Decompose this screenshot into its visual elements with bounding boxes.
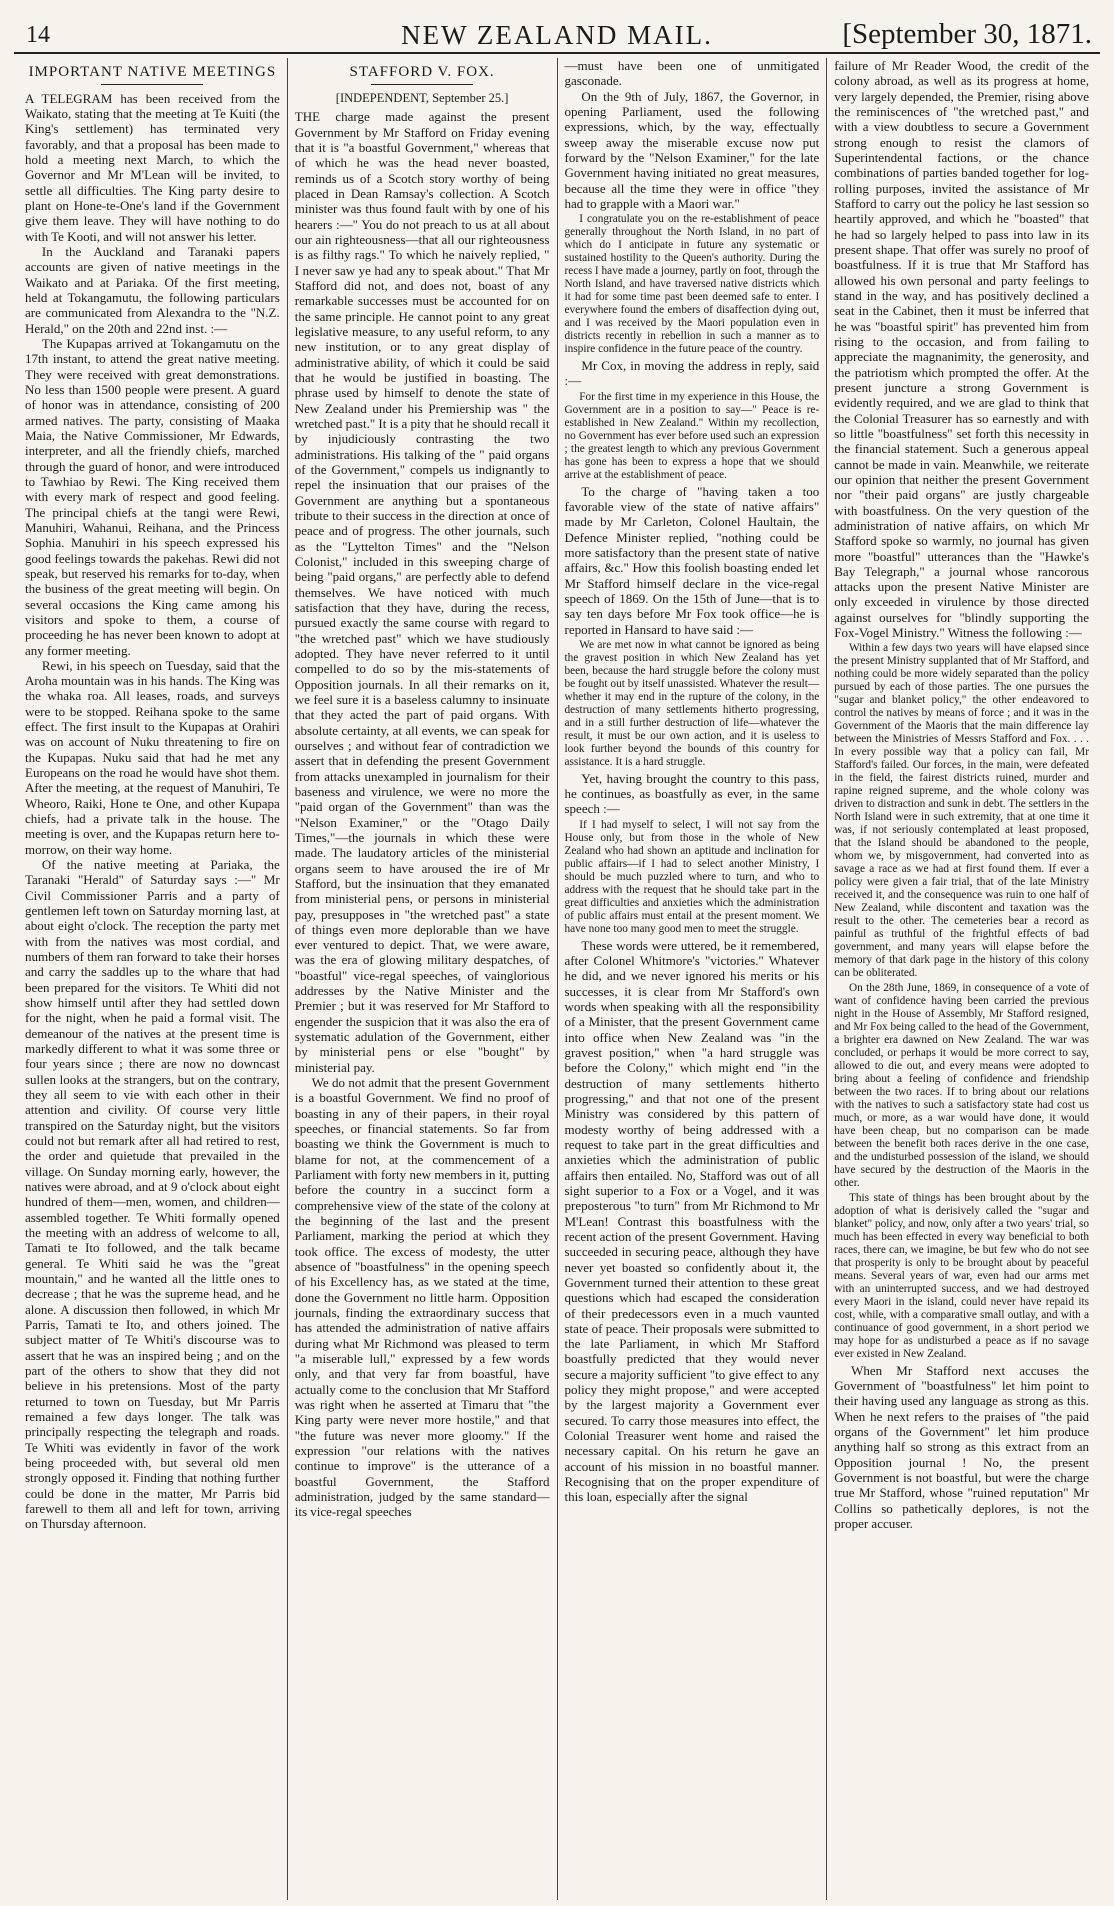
paragraph: These words were uttered, be it remembered, after Colonel Whitmore's "victories." Whatever he did, and we never ignored his merits or his successes, it is clear from Mr Stafford's own words when speaking with all the responsibility of a Minister, that the present Government came into office when New Zealand was "in the gravest position," when "a hard struggle was before the Colony," which might end "in the destruction of many settlements hitherto progressing," and that not one of the present Ministry was considered by this pattern of modesty worthy of being addressed with a request to take part in the great difficulties and anxieties which the administration of public affairs then entailed. No, Stafford was out of all sight superior to a Fox or a Vogel, and it was preposterous "to turn" from Mr Richmond to Mr M'Lean! Contrast this boastfulness with the recent action of the present Government. Having succeeded in securing peace, although they have never yet boasted so confidently about it, the Government turned their attention to these great questions which had escaped the consideration of their predecessors even in a much vaunted state of peace. Their proposals were submitted to the late Parliament, in which Mr Stafford boastfully predicted that they would never secure a majority sufficient "to give effect to any policy they might propose," and were accepted by the largest majority a Government ever secured. To carry those measures into effect, the Colonial Treasurer went home and raised the necessary capital. On his return he gave an account of his mission in no boastful manner. Recognising that on the proper expenditure of this loan, especially after the signal [564, 937, 820, 1505]
article-body [25, 91, 280, 1532]
column-1 [18, 58, 287, 1900]
paragraph: Within a few days two years will have elapsed since the present Ministry supplanted that of Mr Stafford, and nothing could be more widely separated than the policy pursued by each of those parties. The one pursues the "sugar and blanket policy," the other endeavored to control the natives by means of force ; and it was in the Government of the Maoris that the main difference lay between the Ministries of Messrs Stafford and Fox. . . . In every possible way that a policy can fail, Mr Stafford's failed. Our forces, in the main, were defeated in the field, the fairest districts ruined, murder and rapine reigned supreme, and the whole colony was driven to distraction and sunk in debt. The settlers in the North Island were in such extremity, that at one time it was, if not seriously contemplated at least proposed, that the Island should be abandoned to the people, whom we, by misgovernment, had converted into as savage a race as we had at first found them. If ever a policy were given a fair trial, that of the late Ministry received it, and the consequence was ruin to one half of New Zealand, while discontent and taxation was the result to the other. The cemeteries bear a record as painful as truthful of the frightful effects of bad government, and many years will elapse before the memory of that dark page in the history of this colony can be obliterated. [834, 642, 1089, 980]
page-number: 14 [26, 22, 50, 48]
paragraph: —must have been one of unmitigated gasconade. [564, 58, 820, 89]
issue-date: [September 30, 1871. [842, 18, 1092, 50]
paragraph: We are met now in what cannot be ignored as being the gravest position in which New Zealand has yet been, because the hard struggle before the colony must be fought out by itself unassisted. Whatever the result—whether it may end in the rupture of the colony, in the destruction of many settlements hitherto progressing, and in a still further destruction of life—whatever the result, it must be our own action, and it is useless to look further beyond the bounds of this country for assistance. It is a hard struggle. [564, 638, 820, 768]
paragraph: On the 28th June, 1869, in consequence of a vote of want of confidence having been carried the previous night in the House of Assembly, Mr Stafford resigned, and Mr Fox being called to the head of the Government, a brighter era dawned on New Zealand. The war was concluded, or perhaps it would be more correct to say, allowed to die out, and every means were adopted to bring about a feeling of confidence and friendship between the two races. If to bring about our relations with the natives to such a satisfactory state had cost us much, or more, as a war would have done, it would have been cheap, but no comparison can be made between the benefit both races derive in the one case, and the undisturbed possession of the island, we should have secured by the destruction of the Maoris in the other. [834, 982, 1089, 1189]
source-line: [INDEPENDENT, September 25.] [335, 90, 509, 105]
masthead [14, 8, 1100, 48]
paragraph: For the first time in my experience in this House, the Government are in a position to say—" Peace is re-established in New Zealand." Within my recollection, no Government has ever before used such an expression ; the greatest length to which any previous Government has gone has been to express a hope that we should arrive at the establishment of peace. [564, 390, 820, 481]
column-3 [557, 58, 827, 1900]
paragraph: We do not admit that the present Government is a boastful Government. We find no proof of boasting in any of their papers, in their royal speeches, or financial statements. So far from boasting we think the Government is much to blame for not, at the commencement of a Parliament with forty new members in it, putting before the country in a succinct form a comprehensive view of the state of the colony at the beginning of the last and the present Parliament, marking the period at which they took office. The excess of modesty, the utter absence of "boastfulness" in the opening speech of his Excellency has, as we stated at the time, done the Government no little harm. Opposition journals, finding the extraordinary success that has attended the administration of native affairs during what Mr Richmond was pleased to term "a miserable lull," expressed by a few words only, and that very far from boastful, have actually come to the conclusion that Mr Stafford was right when he asserted at Timaru that "the King party were never more hostile," and that "the future was never more gloomy." If the expression "our relations with the natives continue to improve" is the utterance of a boastful Government, the Stafford administration, judged by the same standard—its vice-regal speeches [294, 1075, 550, 1520]
paragraph: The Kupapas arrived at Tokangamutu on the 17th instant, to attend the great native meeting. They were received with great demonstrations. No less than 1500 people were present. A guard of honor was in attendance, consisting of 200 armed natives. The party, consisting of Maaka Maia, the Native Commissioner, Mr Edwards, interpreter, and all the friendly chiefs, marched through the guard of honor, and were introduced to Tawhiao by Rewi. The King received them with every mark of respect and good feeling. The principal chiefs at the tangi were Rewi, Manuhiri, Wahanui, Reihana, and the Princess Sophia. Manuhiri in his speech expressed his good feelings towards the pakehas. Rewi did not speak, but reserved his remarks for to-day, when the business of the great meeting will begin. On several occasions the King came among his visitors and spoke to them, a course of proceeding he has never been known to adopt at any former meeting. [25, 335, 280, 658]
article-body [834, 58, 1089, 1531]
columns [18, 58, 1096, 1900]
paragraph: In the Auckland and Taranaki papers accounts are given of native meetings in the Waikato and at Pariaka. Of the first meeting, held at Tokangamutu, the following particulars are communicated from Alexandra to the "N.Z. Herald," on the 20th and 22nd inst. :— [25, 243, 280, 336]
column-2 [287, 58, 557, 1900]
paragraph: On the 9th of July, 1867, the Governor, in opening Parliament, used the following expressions, which, by the way, effectually sweep away the miserable excuse now put forward by the "Nelson Examiner," for the late Government having initiated no great measures, because all the time they were in office "they had to grapple with a Maori war." [564, 88, 820, 211]
column-4 [826, 58, 1096, 1900]
paragraph: This state of things has been brought about by the adoption of what is derisively called the "sugar and blanket" policy, and now, only after a two years' trial, so much has been effected in every way beneficial to both races, there can, we imagine, be but few who do not see that prosperity is only to be brought about by peaceful means. Several years of war, even had our arms met with an uninterrupted success, and we had destroyed every Maori in the island, could never have repaid its cost, while, with a comparative small outlay, and with a continuance of good government, in a short period we may hope for as undisturbed a peace as if no savage ever existed in New Zealand. [834, 1191, 1089, 1360]
newspaper-title: NEW ZEALAND MAIL. [401, 20, 713, 50]
paragraph: failure of Mr Reader Wood, the credit of the colony abroad, as well as its progress at home, very largely depended, the Premier, rising above the reminiscences of "the wretched past," and with a view doubtless to secure a Government strong enough to resist the clamors of Superintendental factions, or the chance combinations of parties banded together for log-rolling purposes, invited the assistance of Mr Stafford to carry out the policy he last session so heartily approved, and which he "boasted" that he had so largely helped to pass into law in its present shape. That offer was surely no proof of boastfulness. If it is true that Mr Stafford has allowed his own personal and party feelings to stand in the way, and has positively declined a seat in the Cabinet, then it must be inferred that he was "boastful spirit" has prevented him from rising to the occasion, and from failing to appreciate the magnanimity, the generosity, and the patriotism which prompted the offer. At the present juncture a strong Government is evidently required, and we are glad to think that the Colonial Treasurer has so earnestly and with so little "boastfulness" set forth this necessity in the financial statement. Such a generous appeal cannot be made in vain. Meanwhile, we reiterate our opinion that neither the present Government nor "their paid organs" are justly chargeable with boastfulness. On the very question of the administration of native affairs, on which Mr Stafford spoke so warmly, no journal has given more "boastful" utterances than the "Hawke's Bay Telegraph," a journal whose rancorous attacks upon the present Native Minister are only exceeded in virulence by those directed against ourselves for "blindly supporting the Fox-Vogel Ministry." Witness the following :— [834, 58, 1089, 641]
paragraph: A TELEGRAM has been received from the Waikato, stating that the meeting at Te Kuiti (the King's settlement) has terminated very favorably, and that a proposal has been made to hold a meeting next March, to which the Governor and Mr M'Lean will be invited, to settle all difficulties. The King party desire to plant on Hone-te-One's land if the Government give them leave. They will have nothing to do with Te Kooti, and will not answer his letter. [25, 90, 280, 244]
paragraph: Yet, having brought the country to this pass, he continues, as boastfully as ever, in the same speech :— [564, 770, 820, 817]
masthead-rule [14, 52, 1100, 54]
article-body [565, 58, 820, 1505]
paragraph: Rewi, in his speech on Tuesday, said that the Aroha mountain was in his hands. The King was the whaka roa. All leases, roads, and surveys were to be stopped. Reihana spoke to the same effect. The first insult to the Kupapas at Orahiri was on account of Nuku threatening to fire on the Kupapas. Nuku said that had he met any Europeans on the road he would have shot them. After the meeting, at the request of Manuhiri, Te Wheoro, Raiki, Hone te One, and other Kupapa chiefs, had a private talk in the house. The meeting is over, and the Kupapas return here to-morrow, on their way home. [25, 657, 280, 857]
paragraph: THE charge made against the present Government by Mr Stafford on Friday evening that it is "a boastful Government," whereas that of which he was the head never boasted, reminds us of a Scotch story worthy of being placed in Dean Ramsay's collection. A Scotch minister was thus found fault with by one of his hearers :—" You do not preach to us at all about our ain righteousness—that all our righteousness is as filthy rags." To which he naively replied, " I never saw ye had any to speak about." That Mr Stafford did not, and does not, boast of any remarkable successes must be accounted for on the same principle. He cannot point to any great legislative measure, to any useful reform, to any new institution, or to any great display of administrative ability, of which it could be said that he would be justified in boasting. The phrase used by himself to denote the state of New Zealand under his Premiership was " the wretched past." It is a pity that he should recall it by injudiciously contrasting the two administrations. His talking of the " paid organs of the Government," compels us indignantly to repel the insinuation that our praises of the Government are anything but a spontaneous tribute to their success in the direction at once of peace and of progress. The other journals, such as the "Lyttelton Times" and the "Nelson Colonist," included in this sweeping charge of being "paid organs," are perfectly able to defend themselves. We have noticed with much satisfaction that they have, during the recess, pursued exactly the same course with regard to "the wretched past" which we have studiously adopted. They have never referred to it until compelled to do so by the mis-statements of Opposition journals. In all their remarks on it, we feel sure it is a baseless calumny to insinuate that they acted the part of paid organs. With absolute certainty, at all events, we can speak for ourselves ; and without fear of contradiction we assert that in defending the present Government from attacks unexampled in journalism for their baseness and virulence, we were no more the "paid organ of the Government" than was the "Nelson Examiner," or the "Otago Daily Times,"—the journals in which these were made. The laudatory articles of the ministerial organs seem to have aroused the ire of Mr Stafford, but the insinuation that they emanated from ministerial pens, or persons in ministerial pay, presupposes in "the wretched past" a state of things even more deplorable than we have ever ventured to depict. That, we were aware, was the era of glowing military despatches, of "boastful" vice-regal speeches, of vainglorious addresses by the Native Minister and the Premier ; but it was reserved for Mr Stafford to engender the suspicion that it was also the era of systematic adulation of the Government, either by ministerial pens or else "bought" by ministerial pay. [294, 109, 550, 1075]
headline-native-meetings: IMPORTANT NATIVE MEETINGS [28, 64, 277, 80]
paragraph: When Mr Stafford next accuses the Government of "boastfulness" let him point to their having used any language as strong as this. When he next refers to the praises of "the paid organs of the Government" let him produce anything half so strong as this extract from an Opposition journal ! No, the present Government is not boastful, but were the charge true Mr Stafford, whose "ruined reputation" Mr Collins so pathetically deplores, is not the proper accuser. [834, 1362, 1089, 1531]
headline-stafford-fox: STAFFORD V. FOX. [349, 64, 495, 80]
paragraph: Mr Cox, in moving the address in reply, said :— [564, 358, 820, 389]
headline-rule [371, 84, 473, 85]
headline-rule [101, 84, 203, 85]
paragraph: Of the native meeting at Pariaka, the Taranaki "Herald" of Saturday says :—" Mr Civil Commissioner Parris and a party of gentlemen left town on Saturday morning last, at about eight o'clock. The reception the party met with from the natives was most cordial, and numbers of them ran forward to take their horses and carry the saddles up to the whare that had been prepared for the visitors. Te Whiti did not show himself until after they had settled down for the night, when he paid a formal visit. The demeanour of the natives at the present time is markedly different to what it was some three or four years since ; there are now no downcast sullen looks at the strangers, but on the contrary, they all seem to vie with each other in their attention and civility. Of course very little transpired on the Saturday night, but the visitors could not but remark after all had retired to rest, the order and quietude that prevailed in the village. On Sunday morning early, however, the natives were abroad, and at 9 o'clock about eight hundred of them—men, women, and children—assembled together. Te Whiti formally opened the meeting with an address of welcome to all, Tamati te Ito followed, and the talk became general. Te Whiti said he was the "great mountain," and he wanted all the little ones to decrease ; that he was the supreme head, and he alone. A discussion then followed, in which Mr Parris, Tamati te Ito, and others joined. The subject matter of Te Whiti's discourse was to assert that he was an inspired being ; and on the part of the others to show that they did not believe in his pretensions. Most of the party returned to town on Tuesday, but Mr Parris remained a few days longer. The talk was principally respecting the telegraph and roads. Te Whiti was evidently in favor of the work being proceeded with, but several old men strongly opposed it. Finding that nothing further could be done in the matter, Mr Parris bid farewell to them all and left for town, arriving on Thursday afternoon. [25, 857, 280, 1532]
paragraph: I congratulate you on the re-establishment of peace generally throughout the North Island, in no part of which do I anticipate in future any systematic or sustained hostility to the Queen's authority. During the recess I have made a journey, partly on foot, through the North Island, and have traversed native districts which it had for some time past been deemed safe to enter. I everywhere found the embers of disaffection dying out, and I was received by the Maori population even in districts recently in rebellion in such a manner as to inspire confidence in the future peace of the country. [564, 213, 820, 356]
paragraph: If I had myself to select, I will not say from the House only, but from those in the whole of New Zealand who had shown an aptitude and inclination for public affairs—if I had to select another Ministry, I should be much puzzled where to turn, and who to address with the request that he should take part in the great difficulties and anxieties which the administration of public affairs must entail at the present moment. We have none too many good men to meet the struggle. [564, 818, 820, 935]
paragraph: To the charge of "having taken a too favorable view of the state of native affairs" made by Mr Carleton, Colonel Haultain, the Defence Minister replied, "nothing could be more satisfactory than the present state of native affairs, &c." How this foolish boasting ended let Mr Stafford himself declare in the vice-regal speech of 1869. On the 15th of June—that is to say ten days before Mr Fox took office—he is reported in Hansard to have said :— [564, 483, 820, 637]
article-body [295, 109, 550, 1519]
